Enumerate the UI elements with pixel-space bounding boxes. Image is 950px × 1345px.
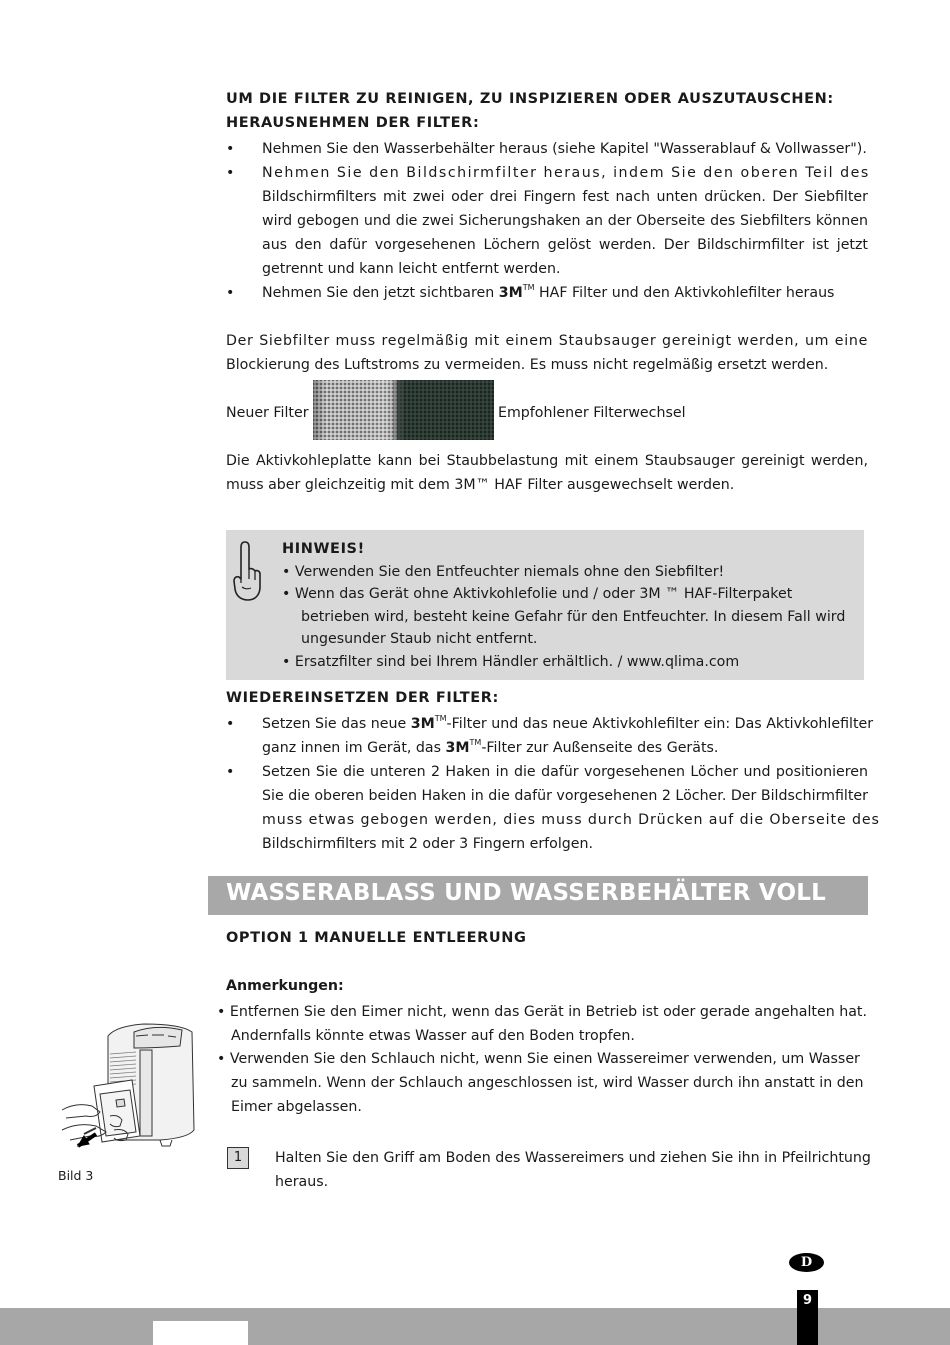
recommended-replacement-label: Empfohlener Filterwechsel	[498, 405, 686, 421]
note-line-5: • Ersatzfilter sind bei Ihrem Händler erhältlich. / www.qlima.com	[282, 654, 740, 670]
remark-2-line-1: • Verwenden Sie den Schlauch nicht, wenn Sie einen Wassereimer verwenden, um Wasser	[217, 1051, 860, 1067]
bullet-marker: •	[226, 141, 235, 157]
filter-comparison-image	[313, 380, 494, 440]
trademark: TM	[434, 714, 447, 723]
dehumidifier-bucket-illustration	[56, 1018, 201, 1162]
bullet-marker: •	[226, 764, 235, 780]
reinsert-b1-text-a: Setzen Sie das neue	[262, 716, 411, 732]
page-number: 9	[797, 1290, 818, 1345]
trademark: TM	[469, 738, 482, 747]
brand-3m: 3M	[410, 716, 435, 732]
remove-bullet-2-line-2: Bildschirmfilters mit zwei oder drei Fingern fest nach unten drücken. Der Siebfilter	[262, 189, 868, 205]
section-header-bar	[208, 876, 868, 915]
remove-bullet-2-line-1: Nehmen Sie den Bildschirmfilter heraus, indem Sie den oberen Teil des	[262, 165, 870, 181]
note-line-1: • Verwenden Sie den Entfeuchter niemals ohne den Siebfilter!	[282, 564, 725, 580]
pointing-hand-icon	[231, 539, 263, 607]
note-line-3: betrieben wird, besteht keine Gefahr für den Entfeuchter. In diesem Fall wird	[301, 609, 846, 625]
note-box	[226, 530, 864, 680]
section-title-drain: WASSERABLASS UND WASSERBEHÄLTER VOLL	[226, 880, 826, 906]
step-1-line-2: heraus.	[275, 1174, 329, 1190]
remove-bullet-2-line-3: wird gebogen und die zwei Sicherungshaken an der Oberseite des Siebfilters können	[262, 213, 868, 229]
bullet-marker: •	[226, 165, 235, 181]
note-title: HINWEIS!	[282, 541, 365, 557]
reinsert-bullet-1-line-1	[262, 712, 874, 736]
carbon-plate-paragraph-line-1: Die Aktivkohleplatte kann bei Staubbelastung mit einem Staubsauger gereinigt werden,	[226, 453, 868, 469]
figure-caption: Bild 3	[58, 1168, 94, 1183]
brand-3m: 3M	[445, 740, 470, 756]
footer-tab	[153, 1321, 248, 1345]
reinsert-b1-text-c: ganz innen im Gerät, das	[262, 740, 446, 756]
language-badge: D	[789, 1253, 824, 1272]
reinsert-bullet-2-line-1: Setzen Sie die unteren 2 Haken in die dafür vorgesehenen Löcher und positionieren	[262, 764, 868, 780]
reinsert-b1-text-d: -Filter zur Außenseite des Geräts.	[481, 740, 719, 756]
subheading-option-1: OPTION 1 MANUELLE ENTLEERUNG	[226, 930, 527, 946]
remark-2-line-2: zu sammeln. Wenn der Schlauch angeschlossen ist, wird Wasser durch ihn anstatt in den	[231, 1075, 864, 1091]
subheading-remove-filters: HERAUSNEHMEN DER FILTER:	[226, 115, 480, 131]
bullet-marker: •	[226, 285, 235, 301]
step-1-line-1: Halten Sie den Griff am Boden des Wassereimers und ziehen Sie ihn in Pfeilrichtung	[275, 1150, 871, 1166]
remove-bullet-3-text-a: Nehmen Sie den jetzt sichtbaren	[262, 285, 499, 301]
step-number-box: 1	[227, 1147, 249, 1169]
reinsert-bullet-2-line-4: Bildschirmfilters mit 2 oder 3 Fingern erfolgen.	[262, 836, 594, 852]
remarks-heading: Anmerkungen:	[226, 978, 344, 994]
sieve-filter-paragraph-line-2: Blockierung des Luftstroms zu vermeiden. Es muss nicht regelmäßig ersetzt werden.	[226, 357, 829, 373]
remove-bullet-3	[262, 281, 868, 305]
note-line-4: ungesunder Staub nicht entfernt.	[301, 631, 538, 647]
remove-bullet-2-line-5: getrennt und kann leicht entfernt werden.	[262, 261, 561, 277]
remark-1-line-2: Andernfalls könnte etwas Wasser auf den Boden tropfen.	[231, 1028, 635, 1044]
remove-bullet-3-text-b: HAF Filter und den Aktivkohlefilter heraus	[534, 285, 835, 301]
subheading-reinsert-filters: WIEDEREINSETZEN DER FILTER:	[226, 690, 499, 706]
reinsert-bullet-1-line-2	[262, 736, 868, 760]
section-heading-filter-maintenance: UM DIE FILTER ZU REINIGEN, ZU INSPIZIEREN ODER AUSZUTAUSCHEN:	[226, 91, 834, 107]
trademark: TM	[522, 283, 535, 292]
reinsert-b1-text-b: -Filter und das neue Aktivkohlefilter ein: Das Aktivkohlefilter	[446, 716, 874, 732]
remark-1-line-1: • Entfernen Sie den Eimer nicht, wenn das Gerät in Betrieb ist oder gerade angehalten hat.	[217, 1004, 867, 1020]
new-filter-label: Neuer Filter	[226, 405, 309, 421]
remove-bullet-2-line-4: aus den dafür vorgesehenen Löchern gelöst werden. Der Bildschirmfilter ist jetzt	[262, 237, 868, 253]
reinsert-bullet-2-line-2: Sie die oberen beiden Haken in die dafür vorgesehenen 2 Löcher. Der Bildschirmfilter	[262, 788, 868, 804]
carbon-plate-paragraph-line-2: muss aber gleichzeitig mit dem 3M™ HAF Filter ausgewechselt werden.	[226, 477, 735, 493]
bullet-marker: •	[226, 716, 235, 732]
brand-3m: 3M	[498, 285, 523, 301]
note-line-2: • Wenn das Gerät ohne Aktivkohlefolie und / oder 3M ™ HAF-Filterpaket	[282, 586, 793, 602]
remove-bullet-1: Nehmen Sie den Wasserbehälter heraus (siehe Kapitel "Wasserablauf & Vollwasser").	[262, 141, 867, 157]
remark-2-line-3: Eimer abgelassen.	[231, 1099, 362, 1115]
reinsert-bullet-2-line-3: muss etwas gebogen werden, dies muss durch Drücken auf die Oberseite des	[262, 812, 880, 828]
sieve-filter-paragraph-line-1: Der Siebfilter muss regelmäßig mit einem Staubsauger gereinigt werden, um eine	[226, 333, 868, 349]
